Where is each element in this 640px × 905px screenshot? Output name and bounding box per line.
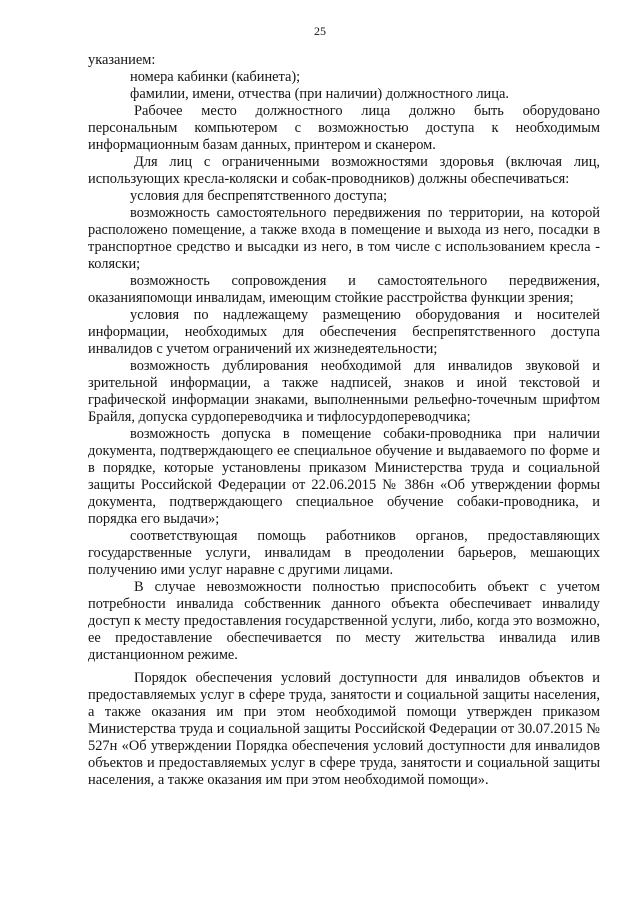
paragraph-impossibility-case: В случае невозможности полностью приспособить объект с учетом потребности инвалида собственник данного объекта обеспечивает инвалиду доступ к месту предоставления государственной услуги, либо, когда это возможно, ее предоставление обеспечивается по месту жительства инвалида илив дистанционном режиме. — [88, 579, 600, 663]
list-item-independent-movement: возможность самостоятельного передвижения по территории, на которой расположено помещение, а также входа в помещение и выхода из него, посадки в транспортное средство и высадки из него, в том числе с использованием кресла - коляски; — [88, 205, 600, 272]
document-body — [88, 52, 600, 789]
page-number: 25 — [314, 24, 326, 38]
paragraph-disabled-persons: Для лиц с ограниченными возможностями здоровья (включая лиц, использующих кресла-коляски и собак-проводников) должны обеспечиваться: — [88, 154, 600, 187]
list-item-booth-number: номера кабинки (кабинета); — [130, 69, 301, 85]
list-item-escort: возможность сопровождения и самостоятельного передвижения, оказанияпомощи инвалидам, имеющим стойкие расстройства функции зрения; — [88, 273, 600, 306]
list-item-barrier-free-access: условия для беспрепятственного доступа; — [130, 188, 388, 204]
list-item-staff-assistance: соответствующая помощь работников органов, предоставляющих государственные услуги, инвалидам в преодолении барьеров, мешающих получению ими услуг наравне с другими лицами. — [88, 528, 600, 578]
list-item-official-name: фамилии, имени, отчества (при наличии) должностного лица. — [130, 86, 509, 102]
paragraph-accessibility-procedure: Порядок обеспечения условий доступности для инвалидов объектов и предоставляемых услуг в сфере труда, занятости и социальной защиты населения, а также оказания им при этом необходимой помощи утвержден приказом Министерства труда и социальной защиты Российской Федерации от 30.07.2015 № 527н «Об утверждении Порядка обеспечения условий доступности для инвалидов объектов и предоставляемых услуг в сфере труда, занятости и социальной защиты населения, а также оказания им при этом необходимой помощи». — [88, 670, 600, 788]
paragraph-workplace: Рабочее место должностного лица должно быть оборудовано персональным компьютером с возможностью доступа к необходимым информационным базам данных, принтером и сканером. — [88, 103, 600, 153]
list-item-guide-dog: возможность допуска в помещение собаки-проводника при наличии документа, подтверждающего ее специальное обучение и выдаваемого по форме и в порядке, которые установлены приказом Министерства труда и социальной защиты Российской Федерации от 22.06.2015 № 386н «Об утверждении формы документа, подтверждающего специальное обучение собаки-проводника, и порядка его выдачи»; — [88, 426, 600, 527]
list-item-equipment-placement: условия по надлежащему размещению оборудования и носителей информации, необходимых для обеспечения беспрепятственного доступа инвалидов с учетом ограничений их жизнедеятельности; — [88, 307, 600, 357]
list-item-information-duplication: возможность дублирования необходимой для инвалидов звуковой и зрительной информации, а также надписей, знаков и иной текстовой и графической информации знаками, выполненными рельефно-точечным шрифтом Брайля, допуска сурдопереводчика и тифлосурдопереводчика; — [88, 358, 600, 425]
paragraph-intro: указанием: — [88, 52, 156, 68]
